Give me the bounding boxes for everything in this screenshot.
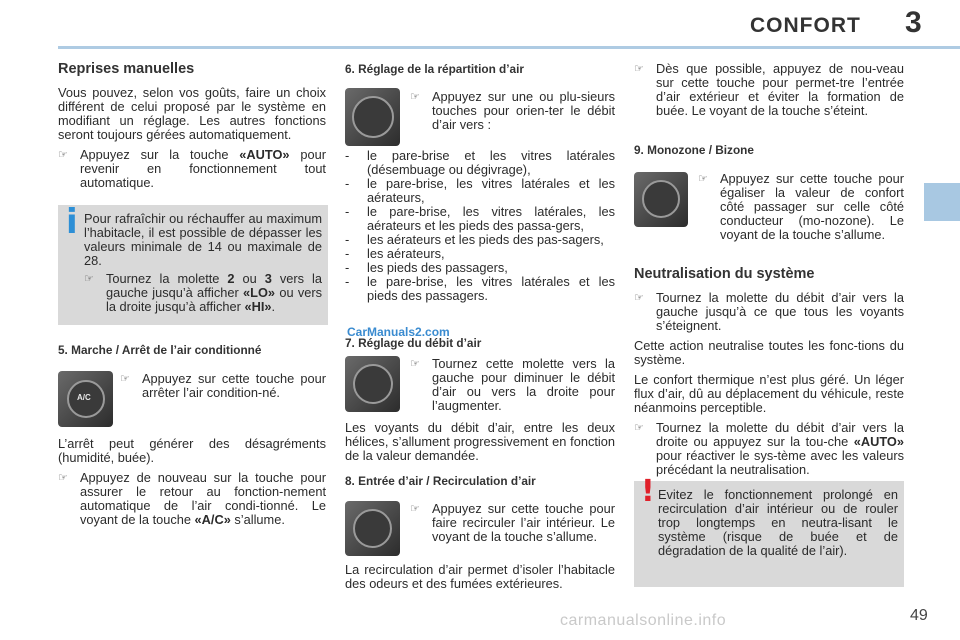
section-8-text: La recirculation d’air permet d’isoler l’habitacle des odeurs et des fumées extérieures. xyxy=(345,562,615,591)
section-5-text: L’arrêt peut générer des désagréments (humidité, buée). xyxy=(58,436,326,465)
chapter-side-tab xyxy=(924,183,960,221)
header-rule xyxy=(58,46,960,49)
pointing-hand-icon: ☞ xyxy=(698,173,708,185)
distribution-list xyxy=(345,149,615,303)
section-7-text: Les voyants du débit d’air, entre les deux hélices, s’allument progressivement en fonction de la valeur demandée. xyxy=(345,420,615,463)
section-8-title: 8. Entrée d’air / Recirculation d’air xyxy=(345,474,536,488)
info-icon: i xyxy=(66,202,78,242)
section-9-title: 9. Monozone / Bizone xyxy=(634,143,754,157)
section-9-bullet: ☞ Appuyez sur cette touche pour égaliser la valeur de confort côté passager sur celle côté conducteur (mo-nozone). Le voyant de la touche s’allume. xyxy=(698,171,904,242)
recirculation-button-image xyxy=(345,501,400,556)
section-8-bullet: ☞ Appuyez sur cette touche pour faire recirculer l’air intérieur. Le voyant de la touche s’allume. xyxy=(410,501,615,544)
intro-paragraph: Vous pouvez, selon vos goûts, faire un choix différent de celui proposé par le système en modifiant un réglage. Les autres fonctions seront toujours gérées automatiquement. xyxy=(58,85,326,142)
ac-button-image xyxy=(58,371,113,427)
section-5-bullet: ☞ Appuyez sur cette touche pour arrêter l’air condition-né. xyxy=(120,371,326,400)
pointing-hand-icon: ☞ xyxy=(120,373,130,385)
col3-top-bullet: ☞ Dès que possible, appuyez de nou-veau sur cette touche pour permet-tre l’entrée d’air extérieur et éviter la formation de buée. Le voyant de la touche s’éteint. xyxy=(634,61,904,118)
pointing-hand-icon: ☞ xyxy=(58,149,68,161)
list-item: - les pieds des passagers, xyxy=(345,260,508,275)
section-6-bullet: ☞ Appuyez sur une ou plu-sieurs touches pour orien-ter le débit d’air vers : xyxy=(410,89,615,132)
section-7-title: 7. Réglage du débit d’air xyxy=(345,336,482,350)
monozone-button-image xyxy=(634,172,688,227)
list-item: - les aérateurs et les pieds des pas-sagers, xyxy=(345,232,604,247)
watermark-carmanuals: CarManuals2.com xyxy=(347,325,450,339)
pointing-hand-icon: ☞ xyxy=(634,63,644,75)
list-item: - le pare-brise, les vitres latérales et les aérateurs, xyxy=(345,176,615,205)
pointing-hand-icon: ☞ xyxy=(84,273,94,285)
chapter-number: 3 xyxy=(905,6,922,39)
pointing-hand-icon: ☞ xyxy=(58,472,68,484)
pointing-hand-icon: ☞ xyxy=(410,358,420,370)
list-item: - le pare-brise et les vitres latérales (désembuage ou dégivrage), xyxy=(345,148,615,177)
neutralisation-text-2: Le confort thermique n’est plus géré. Un léger flux d’air, dû au déplacement du véhicule, reste néanmoins perceptible. xyxy=(634,372,904,415)
bullet-auto: ☞ Appuyez sur la touche «AUTO» pour revenir en fonctionnement tout automatique. xyxy=(58,147,326,190)
list-item: - les aérateurs, xyxy=(345,246,445,261)
section-title-reprises: Reprises manuelles xyxy=(58,61,195,77)
section-8 xyxy=(345,474,615,498)
section-6-title: 6. Réglage de la répartition d’air xyxy=(345,62,524,76)
neutralisation-section: Neutralisation du système ☞ Tournez la molette du débit d’air vers la gauche jusqu’à ce que tous les voyants s’éteignent. Cette action neutralise toutes les fonc-tions du système. Le confort thermique n’est plus géré. Un léger flux d’air, dû au déplacement du véhicule, reste néanmoins perceptible. ☞ Tournez la molette du débit d’air vers la droite ou appuyez sur la tou-che «AUTO» pour réactiver le sys-tème avec les valeurs précédant la neutralisation. xyxy=(634,266,904,477)
list-item: - le pare-brise, les vitres latérales, les aérateurs et les pieds des passa-gers, xyxy=(345,204,615,233)
page-number: 49 xyxy=(910,607,928,624)
section-9 xyxy=(634,143,904,167)
section-7-bullet: ☞ Tournez cette molette vers la gauche pour diminuer le débit d’air ou vers la droite pour l’augmenter. xyxy=(410,356,615,413)
pointing-hand-icon: ☞ xyxy=(634,422,644,434)
info-text: Pour rafraîchir ou réchauffer au maximum l’habitacle, il est possible de dépasser les valeurs minimale de 14 ou maximale de 28. xyxy=(84,211,322,268)
warning-box xyxy=(634,474,904,587)
pointing-hand-icon: ☞ xyxy=(634,292,644,304)
pointing-hand-icon: ☞ xyxy=(410,503,420,515)
section-8-body xyxy=(345,563,615,597)
air-flow-knob-image xyxy=(345,356,400,412)
air-distribution-buttons-image xyxy=(345,88,400,146)
bullet-ac-again: ☞ Appuyez de nouveau sur la touche pour assurer le retour au fonction-nement automatique de l’air condi-tionné. Le voyant de la touche «A/C» s’allume. xyxy=(58,470,326,527)
ac-label: A/C xyxy=(77,393,91,402)
info-box xyxy=(58,202,328,325)
list-item: - le pare-brise, les vitres latérales et les pieds des passagers. xyxy=(345,274,615,303)
section-7-body xyxy=(345,421,615,469)
chapter-title: CONFORT xyxy=(750,14,861,37)
section-5 xyxy=(58,343,326,367)
neutralisation-title: Neutralisation du système xyxy=(634,266,815,282)
info-bullet: ☞ Tournez la molette 2 ou 3 vers la gauche jusqu’à afficher «LO» ou vers la droite jusqu’à afficher «HI». xyxy=(84,271,322,314)
column-1 xyxy=(58,62,326,196)
footer-watermark: carmanualsonline.info xyxy=(560,612,727,629)
section-5-body xyxy=(58,437,326,533)
section-6 xyxy=(345,62,615,86)
section-5-title: 5. Marche / Arrêt de l’air conditionné xyxy=(58,343,262,357)
neutralisation-text-1: Cette action neutralise toutes les fonc-tions du système. xyxy=(634,338,904,367)
warning-text: Evitez le fonctionnement prolongé en recirculation d’air intérieur ou de rouler trop longtemps en neutra-lisant le système (risque de buée et de dégradation de la qualité de l’air). xyxy=(658,487,898,558)
warning-icon: ! xyxy=(641,474,655,509)
pointing-hand-icon: ☞ xyxy=(410,91,420,103)
